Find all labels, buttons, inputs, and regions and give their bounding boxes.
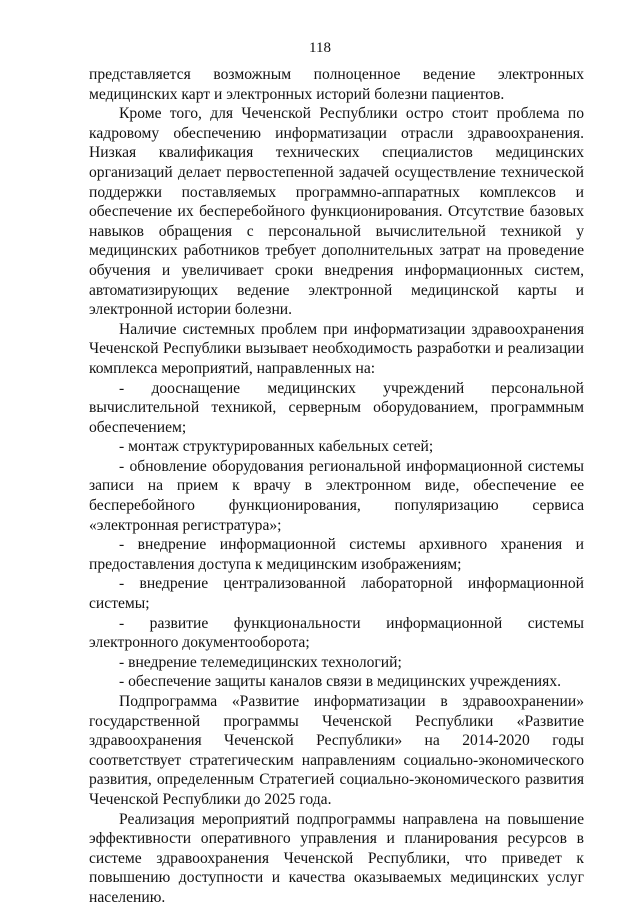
- list-item-channel-security: - обеспечение защиты каналов связи в медицинских учреждениях.: [119, 673, 562, 691]
- paragraph-staffing-problem: Кроме того, для Чеченской Республики остро стоит проблема по кадровому обеспечению информатизации отрасли здравоохранения. Низкая квалификация технических специалистов медицинских организаций делает первостепенной задачей осуществление технической поддержки поставляемых программно-аппаратных комплексов и обеспечение их бесперебойного функционирования. Отсутствие базовых навыков обращения с персональной вычислительной техникой у медицинских работников требует дополнительных затрат на проведение обучения и увеличивает сроки внедрения информационных систем, автоматизирующих ведение электронной медицинской карты и электронной истории болезни.: [89, 105, 584, 319]
- list-item-laboratory-system: - внедрение централизованной лабораторной информационной системы;: [89, 575, 584, 613]
- paragraph-continuation: представляется возможным полноценное ведение электронных медицинских карт и электронных историй болезни пациентов.: [89, 66, 584, 103]
- list-item-cabling: - монтаж структурированных кабельных сетей;: [119, 438, 434, 456]
- list-item-registry: - обновление оборудования региональной информационной системы записи на прием к врачу в электронном виде, обеспечение ее бесперебойного функционирования, популяризацию сервиса «электронная регистратура»;: [89, 457, 584, 534]
- document-body: [89, 65, 584, 908]
- paragraph-measures-intro: Наличие системных проблем при информатизации здравоохранения Чеченской Республики вызывает необходимость разработки и реализации комплекса мероприятий, направленных на:: [89, 320, 584, 377]
- list-item-imaging-archive: - внедрение информационной системы архивного хранения и предоставления доступа к медицинским изображениям;: [89, 536, 584, 573]
- page-number: 118: [309, 40, 331, 56]
- paragraph-subprogram-goal: Реализация мероприятий подпрограммы направлена на повышение эффективности оперативного управления и планирования ресурсов в системе здравоохранения Чеченской Республики, что приведет к повышению доступности и качества оказываемых медицинских услуг населению.: [89, 810, 584, 906]
- paragraph-subprogram-strategy: Подпрограмма «Развитие информатизации в здравоохранении» государственной программы Чеченской Республики «Развитие здравоохранения Чеченской Республики» на 2014-2020 годы соответствует стратегическим направлениям социально-экономического развития, определенным Стратегией социально-экономического развития Чеченской Республики до 2025 года.: [89, 693, 584, 808]
- list-item-telemedicine: - внедрение телемедицинских технологий;: [119, 653, 402, 671]
- list-item-equipment: - дооснащение медицинских учреждений персональной вычислительной техникой, серверным оборудованием, программным обеспечением;: [89, 379, 584, 436]
- list-item-document-flow: - развитие функциональности информационной системы электронного документооборота;: [89, 614, 584, 652]
